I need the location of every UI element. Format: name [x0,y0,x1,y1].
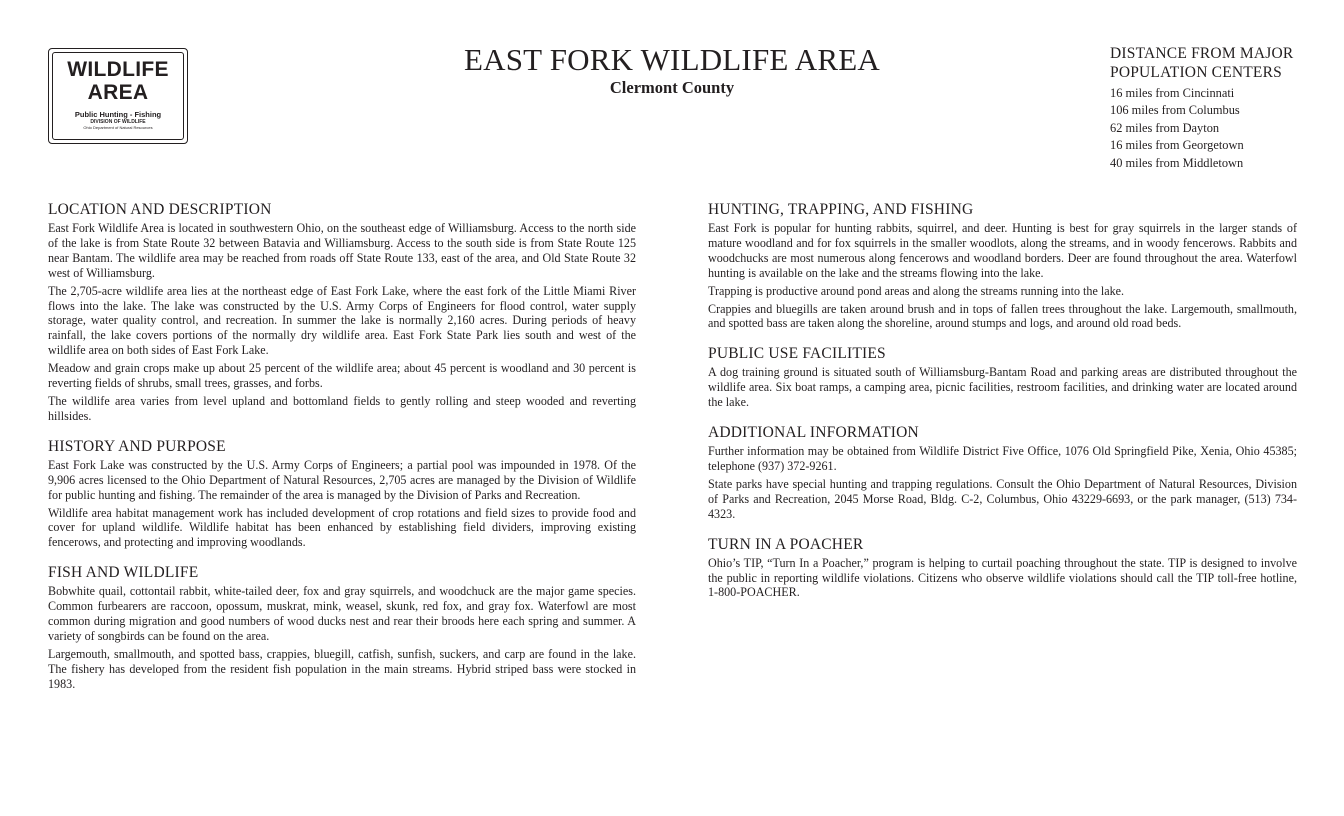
distance-item: 62 miles from Dayton [1110,120,1220,135]
section-heading: ADDITIONAL INFORMATION [708,424,919,442]
distance-item: 40 miles from Middletown [1110,155,1244,170]
section-paragraph: East Fork Wildlife Area is located in southwestern Ohio, on the southeast edge of Williamsburg. Access to the north side of the lake is from State Route 32 between Batavia and Williamsburg. Access to the south side is from State Route 125 near Bantam. The wildlife area may be reached from roads off State Route 133, east of the area, and Old State Route 32 west of Williamsburg. [48,221,636,280]
section-paragraph: Trapping is productive around pond areas and along the streams running into the lake. [708,283,1125,298]
section-heading: LOCATION AND DESCRIPTION [48,201,272,218]
section-paragraph: Largemouth, smallmouth, and spotted bass, crappies, bluegill, catfish, sunfish, suckers, and carp are found in the lake. The fishery has developed from the resident fish population in the main streams. Hybrid striped bass were stocked in 1983. [48,646,636,691]
distance-item: 16 miles from Georgetown [1110,138,1244,153]
section-location-description [48,201,636,424]
page-title: EAST FORK WILDLIFE AREA [464,42,880,77]
section-paragraph: The 2,705-acre wildlife area lies at the northeast edge of East Fork Lake, where the east fork of the Little Miami River flows into the lake. The lake was constructed by the U.S. Army Corps of Engineers for flood control, water supply storage, water quality control, and recreation. In summer the lake is normally 2,160 acres. During periods of heavy rainfall, the lake covers portions of the normally dry wildlife area. East Fork State Park lies south and west of the wildlife area on both sides of East Fork Lake. [48,283,636,358]
section-history-purpose [48,438,636,550]
section-paragraph: Wildlife area habitat management work has included development of crop rotations and field sizes to provide food and cover for upland wildlife. Wildlife habitat has been enhanced by establishing field dividers, improving existing fencerows, and protecting and improving woodlands. [48,505,636,550]
sign-line-wildlife: WILDLIFE [67,58,169,81]
section-turn-in-a-poacher [708,536,1297,601]
section-heading: TURN IN A POACHER [708,535,864,553]
section-paragraph: Crappies and bluegills are taken around brush and in tops of fallen trees throughout the lake. Largemouth, smallmouth, and spotted bass are taken along the shoreline, around stumps and logs, and around old road beds. [708,301,1297,331]
section-heading: HUNTING, TRAPPING, AND FISHING [708,201,974,218]
section-public-use-facilities [708,345,1297,410]
sign-line-area: AREA [87,81,149,104]
sign-subtitle: Public Hunting - Fishing [74,110,162,119]
section-paragraph: East Fork is popular for hunting rabbits, squirrel, and deer. Hunting is best for gray squirrels in the larger stands of mature woodland and for fox squirrels in the smaller woodlots, along the streams, and in woody fencerows. Rabbits and woodchucks are most numerous along fencerows and woodland borders. Deer are found throughout the area. Waterfowl hunting is available on the lake and the streams flowing into the lake. [708,221,1297,280]
section-paragraph: State parks have special hunting and trapping regulations. Consult the Ohio Department of Natural Resources, Division of Parks and Recreation, 2045 Morse Road, Bldg. C-2, Columbus, Ohio 43229-6693, or the park manager, (513) 734-4323. [708,476,1297,521]
sign-department: Ohio Department of Natural Resources [83,125,153,130]
section-paragraph: East Fork Lake was constructed by the U.S. Army Corps of Engineers; a partial pool was impounded in 1978. Of the 9,906 acres licensed to the Ohio Department of Natural Resources, 2,705 acres are managed by the Division of Wildlife for public hunting and fishing. The remainder of the area is managed by the Division of Parks and Recreation. [48,457,636,502]
distance-list [1110,85,1330,172]
sign-division: DIVISION OF WILDLIFE [90,119,146,125]
section-hunting-trapping-fishing [708,201,1297,331]
section-paragraph: Meadow and grain crops make up about 25 percent of the wildlife area; about 45 percent is woodland and 30 percent is reverting fields of shrubs, small trees, grasses, and forbs. [48,361,636,391]
section-paragraph: A dog training ground is situated south of Williamsburg-Bantam Road and parking areas are distributed throughout the wildlife area. Six boat ramps, a camping area, picnic facilities, restroom facilities, and drinking water are located around the lake. [708,365,1297,410]
section-heading: HISTORY AND PURPOSE [48,437,226,455]
section-paragraph: Ohio’s TIP, “Turn In a Poacher,” program is helping to curtail poaching throughout the state. TIP is designed to involve the public in reporting wildlife violations. Citizens who observe wildlife violations should call the TIP toll-free hotline, 1-800-POACHER. [708,555,1297,600]
section-paragraph: Further information may be obtained from Wildlife District Five Office, 1076 Old Springfield Pike, Xenia, Ohio 45385; telephone (937) 372-9261. [708,444,1297,473]
section-additional-information [708,424,1297,522]
distance-item: 16 miles from Cincinnati [1110,86,1235,100]
left-column [48,201,636,706]
distance-heading-line-1: DISTANCE FROM MAJOR [1110,45,1294,62]
distance-heading [1110,44,1330,82]
section-paragraph: Bobwhite quail, cottontail rabbit, white-tailed deer, fox and gray squirrels, and woodchuck are the major game species. Common furbearers are raccoon, opossum, muskrat, mink, weasel, skunk, red fox, and gray fox. Waterfowl are most common during migration and good numbers of wood ducks nest and rear their broods here each spring and summer. A variety of songbirds can be found on the area. [48,584,636,643]
section-paragraph: The wildlife area varies from level upland and bottomland fields to gently rolling and steep wooded and reverting hillsides. [48,393,636,423]
distance-item: 106 miles from Columbus [1110,103,1240,118]
section-fish-wildlife [48,564,636,691]
distance-panel [1110,44,1330,172]
right-column [708,201,1297,614]
section-heading: FISH AND WILDLIFE [48,564,199,582]
distance-heading-line-2: POPULATION CENTERS [1110,64,1282,81]
page-subtitle: Clermont County [609,78,735,97]
section-heading: PUBLIC USE FACILITIES [708,345,886,363]
